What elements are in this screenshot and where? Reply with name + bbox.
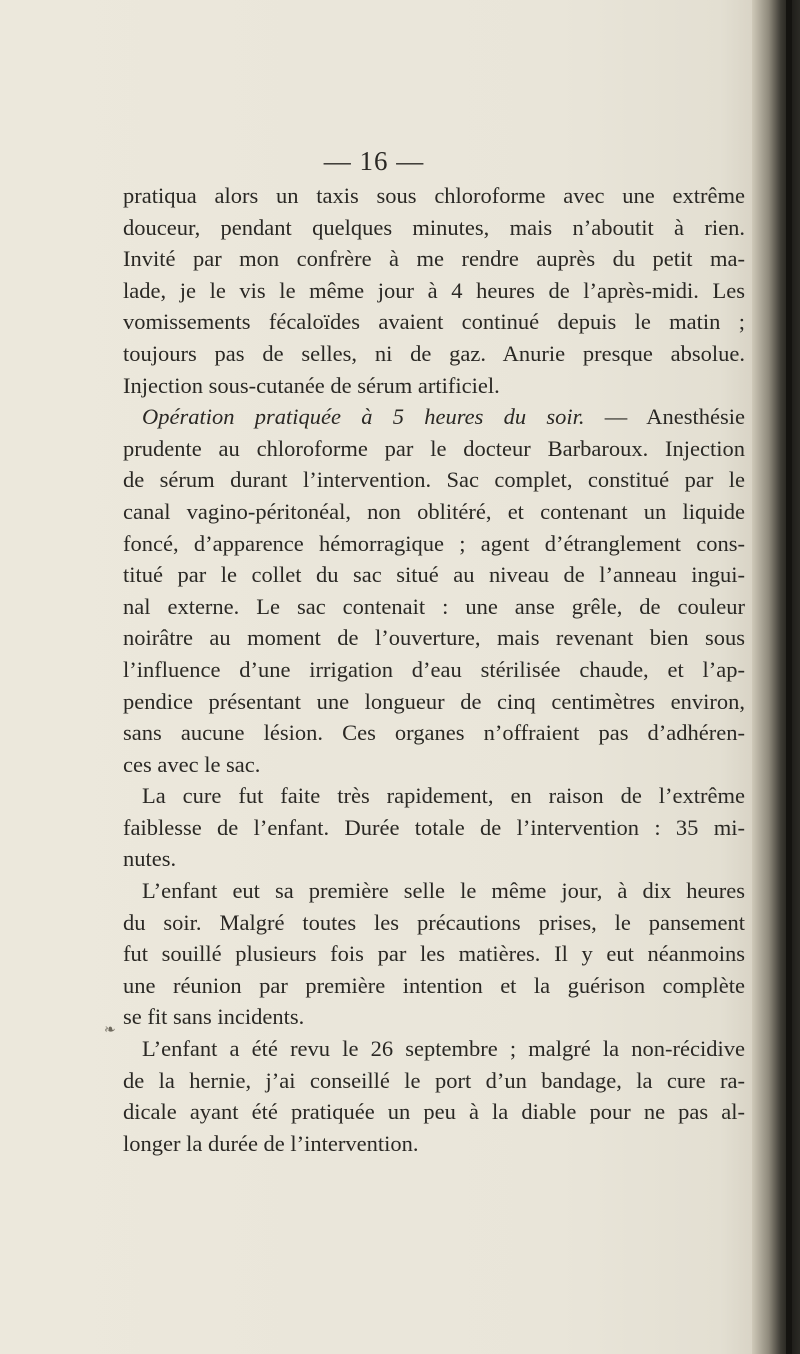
line-text: prudente au chloroforme par le docteur Barbaroux. Injection bbox=[123, 435, 745, 461]
line-text: longer la durée de l’intervention. bbox=[123, 1130, 419, 1156]
text-line bbox=[123, 1033, 745, 1065]
text-line bbox=[123, 212, 745, 244]
line-text: de la hernie, j’ai conseillé le port d’un bandage, la cure ra- bbox=[123, 1067, 745, 1093]
line-text: foncé, d’apparence hémorragique ; agent d’étranglement cons- bbox=[123, 530, 745, 556]
line-text: pendice présentant une longueur de cinq centimètres environ, bbox=[123, 688, 745, 714]
body-text bbox=[123, 180, 745, 1159]
text-line bbox=[123, 907, 745, 939]
text-line bbox=[123, 275, 745, 307]
line-text: faiblesse de l’enfant. Durée totale de l’intervention : 35 mi- bbox=[123, 814, 745, 840]
text-line bbox=[123, 1065, 745, 1097]
binding-shadow bbox=[786, 0, 792, 1354]
text-line bbox=[123, 496, 745, 528]
text-line bbox=[123, 686, 745, 718]
text-line bbox=[123, 622, 745, 654]
page-number: — 16 — bbox=[323, 146, 425, 176]
line-text: Invité par mon confrère à me rendre auprès du petit ma- bbox=[123, 246, 745, 272]
line-text: douceur, pendant quelques minutes, mais n’aboutit à rien. bbox=[123, 214, 745, 240]
line-text: vomissements fécaloïdes avaient continué depuis le matin ; bbox=[123, 309, 745, 335]
line-text: canal vagino-péritonéal, non oblitéré, et contenant un liquide bbox=[123, 498, 745, 524]
text-line bbox=[123, 875, 745, 907]
line-text: dicale ayant été pratiquée un peu à la diable pour ne pas al- bbox=[123, 1099, 745, 1125]
text-line bbox=[123, 717, 745, 749]
text-line bbox=[123, 559, 745, 591]
line-text: pratiqua alors un taxis sous chloroforme avec une extrême bbox=[123, 183, 745, 208]
text-line bbox=[123, 938, 745, 970]
text-line bbox=[123, 591, 745, 623]
book-spine-edge bbox=[752, 0, 800, 1354]
line-text: nutes. bbox=[123, 846, 177, 872]
line-text: l’influence d’une irrigation d’eau stérilisée chaude, et l’ap- bbox=[123, 656, 745, 682]
line-text: sans aucune lésion. Ces organes n’offraient pas d’adhéren- bbox=[123, 720, 745, 746]
text-line bbox=[123, 306, 745, 338]
text-line bbox=[123, 780, 745, 812]
line-text: une réunion par première intention et la guérison complète bbox=[123, 972, 745, 998]
line-text: nal externe. Le sac contenait : une anse grêle, de couleur bbox=[123, 593, 745, 619]
line-text: ces avec le sac. bbox=[123, 751, 261, 777]
text-line bbox=[123, 528, 745, 560]
italic-heading: Opération pratiquée à 5 heures du soir. bbox=[142, 404, 585, 430]
line-text: du soir. Malgré toutes les précautions prises, le pansement bbox=[123, 909, 745, 935]
line-text: — Anesthésie bbox=[584, 404, 745, 430]
text-line bbox=[123, 433, 745, 465]
text-line bbox=[123, 243, 745, 275]
text-line bbox=[123, 1128, 745, 1160]
paper-speck: ❧ bbox=[104, 1023, 116, 1038]
line-text: La cure fut faite très rapidement, en raison de l’extrême bbox=[142, 783, 745, 809]
text-line bbox=[123, 970, 745, 1002]
line-text: titué par le collet du sac situé au niveau de l’anneau ingui- bbox=[123, 562, 745, 588]
text-line bbox=[123, 338, 745, 370]
text-line bbox=[123, 749, 745, 781]
text-line bbox=[123, 464, 745, 496]
line-text: Injection sous-cutanée de sérum artificiel. bbox=[123, 372, 500, 398]
text-line bbox=[123, 843, 745, 875]
text-line bbox=[123, 401, 745, 433]
text-line bbox=[123, 812, 745, 844]
text-line bbox=[123, 654, 745, 686]
text-line bbox=[123, 370, 745, 402]
line-text: lade, je le vis le même jour à 4 heures de l’après-midi. Les bbox=[123, 277, 745, 303]
line-text: fut souillé plusieurs fois par les matières. Il y eut néanmoins bbox=[123, 941, 745, 967]
text-line bbox=[123, 180, 745, 212]
text-line bbox=[123, 1096, 745, 1128]
text-line bbox=[123, 1001, 745, 1033]
line-text: de sérum durant l’intervention. Sac complet, constitué par le bbox=[123, 467, 745, 493]
line-text: L’enfant a été revu le 26 septembre ; malgré la non-récidive bbox=[142, 1036, 745, 1062]
line-text: noirâtre au moment de l’ouverture, mais revenant bien sous bbox=[123, 625, 745, 651]
line-text: se fit sans incidents. bbox=[123, 1004, 305, 1030]
line-text: L’enfant eut sa première selle le même jour, à dix heures bbox=[142, 878, 745, 904]
line-text: toujours pas de selles, ni de gaz. Anurie presque absolue. bbox=[123, 340, 745, 366]
